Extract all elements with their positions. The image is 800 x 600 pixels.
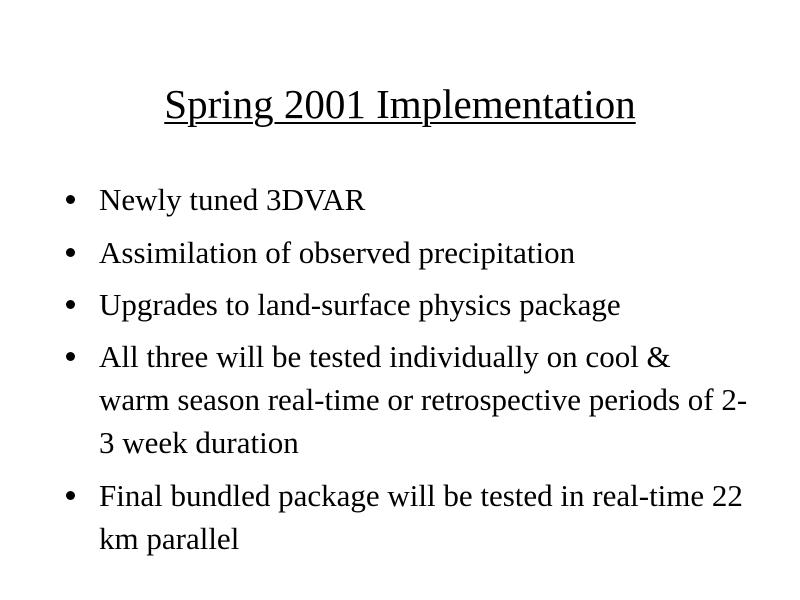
bullet-dot-icon bbox=[66, 248, 75, 257]
bullet-item bbox=[58, 283, 748, 326]
bullet-text: Upgrades to land-surface physics package bbox=[99, 287, 621, 322]
bullet-dot-icon bbox=[66, 491, 75, 500]
bullet-dot-icon bbox=[66, 300, 75, 309]
bullet-item bbox=[58, 335, 748, 464]
slide-title-text: Spring 2001 Implementation bbox=[164, 81, 636, 127]
bullet-text: All three will be tested individually on cool & warm season real-time or retrospective periods of 2-3 week duration bbox=[99, 339, 748, 460]
bullet-item bbox=[58, 474, 748, 560]
bullet-dot-icon bbox=[66, 352, 75, 361]
bullet-list bbox=[58, 178, 748, 570]
bullet-item bbox=[58, 178, 748, 221]
bullet-text: Assimilation of observed precipitation bbox=[99, 235, 576, 270]
bullet-text: Final bundled package will be tested in real-time 22 km parallel bbox=[99, 478, 743, 556]
bullet-text: Newly tuned 3DVAR bbox=[99, 182, 366, 217]
slide-title bbox=[0, 78, 800, 130]
bullet-dot-icon bbox=[66, 195, 75, 204]
bullet-item bbox=[58, 231, 748, 274]
